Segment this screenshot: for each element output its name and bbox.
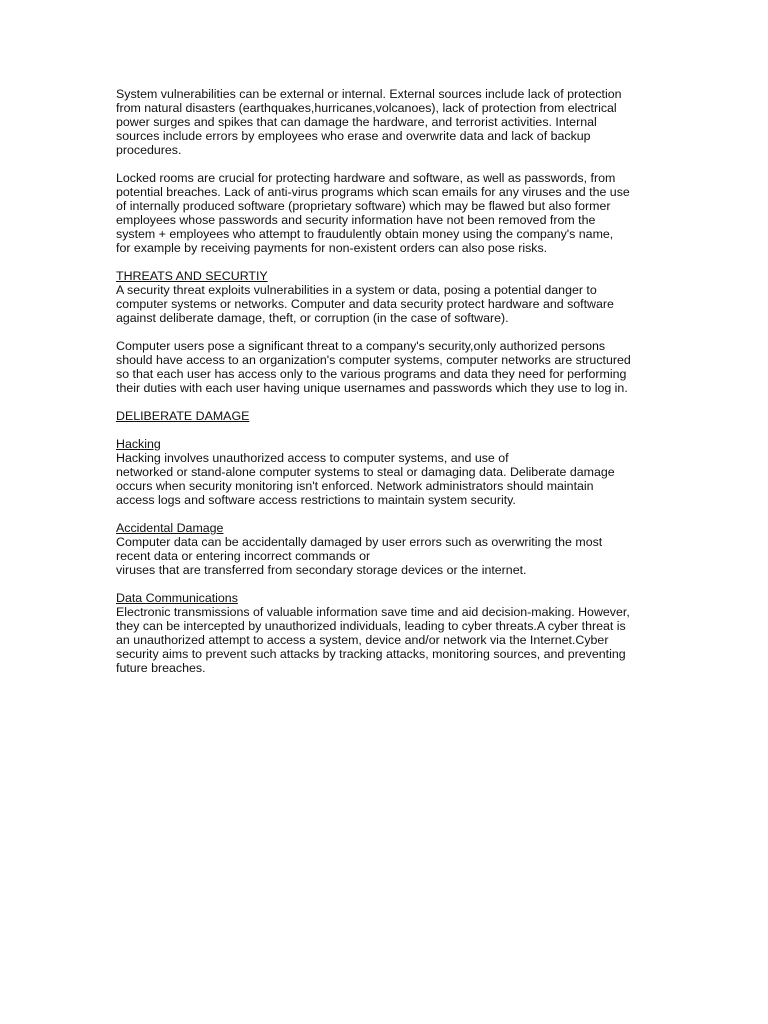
paragraph-locked-rooms [116,171,668,255]
text-line: future breaches. [116,661,206,675]
heading-threats-and-security: THREATS AND SECURTIY [116,269,268,283]
heading-accidental-damage: Accidental Damage [116,521,224,535]
text-line: procedures. [116,143,182,157]
text-line: access logs and software access restrictions to maintain system security. [116,493,516,507]
text-line: they can be intercepted by unauthorized individuals, leading to cyber threats.A cyber threat is [116,619,626,633]
text-line: of internally produced software (proprietary software) which may be flawed but also former [116,199,611,213]
text-line: an unauthorized attempt to access a system, device and/or network via the Internet.Cyber [116,633,609,647]
text-line: for example by receiving payments for non-existent orders can also pose risks. [116,241,548,255]
text-line: occurs when security monitoring isn't enforced. Network administrators should maintain [116,479,594,493]
text-line: Locked rooms are crucial for protecting hardware and software, as well as passwords, from [116,171,616,185]
text-line: should have access to an organization's computer systems, computer networks are structured [116,353,631,367]
paragraph-accidental-damage [116,535,668,577]
paragraph-computer-users [116,339,668,395]
text-line: networked or stand-alone computer systems to steal or damaging data. Deliberate damage [116,465,615,479]
text-line: System vulnerabilities can be external or internal. External sources include lack of protection [116,87,622,101]
text-line: security aims to prevent such attacks by tracking attacks, monitoring sources, and preventing [116,647,626,661]
text-line: Hacking involves unauthorized access to computer systems, and use of [116,451,509,465]
text-line: employees whose passwords and security information have not been removed from the [116,213,596,227]
heading-deliberate-damage: DELIBERATE DAMAGE [116,409,250,423]
heading-hacking: Hacking [116,437,161,451]
text-line: sources include errors by employees who erase and overwrite data and lack of backup [116,129,591,143]
text-line: recent data or entering incorrect commands or [116,549,371,563]
text-line: viruses that are transferred from secondary storage devices or the internet. [116,563,527,577]
text-line: Computer data can be accidentally damaged by user errors such as overwriting the most [116,535,603,549]
heading-data-communications: Data Communications [116,591,238,605]
text-line: computer systems or networks. Computer and data security protect hardware and software [116,297,614,311]
paragraph-security-threat [116,283,668,325]
text-line: Electronic transmissions of valuable information save time and aid decision-making. However, [116,605,630,619]
paragraph-data-communications [116,605,668,675]
document-body [116,87,668,689]
text-line: system + employees who attempt to fraudulently obtain money using the company's name, [116,227,614,241]
text-line: A security threat exploits vulnerabilities in a system or data, posing a potential danger to [116,283,597,297]
text-line: so that each user has access only to the various programs and data they need for performing [116,367,627,381]
paragraph-hacking [116,451,668,507]
text-line: from natural disasters (earthquakes,hurricanes,volcanoes), lack of protection from electrical [116,101,617,115]
paragraph-system-vulnerabilities [116,87,668,157]
text-line: power surges and spikes that can damage the hardware, and terrorist activities. Internal [116,115,597,129]
text-line: Computer users pose a significant threat to a company's security,only authorized persons [116,339,606,353]
text-line: their duties with each user having unique usernames and passwords which they use to log in. [116,381,628,395]
text-line: potential breaches. Lack of anti-virus programs which scan emails for any viruses and the use [116,185,630,199]
text-line: against deliberate damage, theft, or corruption (in the case of software). [116,311,509,325]
